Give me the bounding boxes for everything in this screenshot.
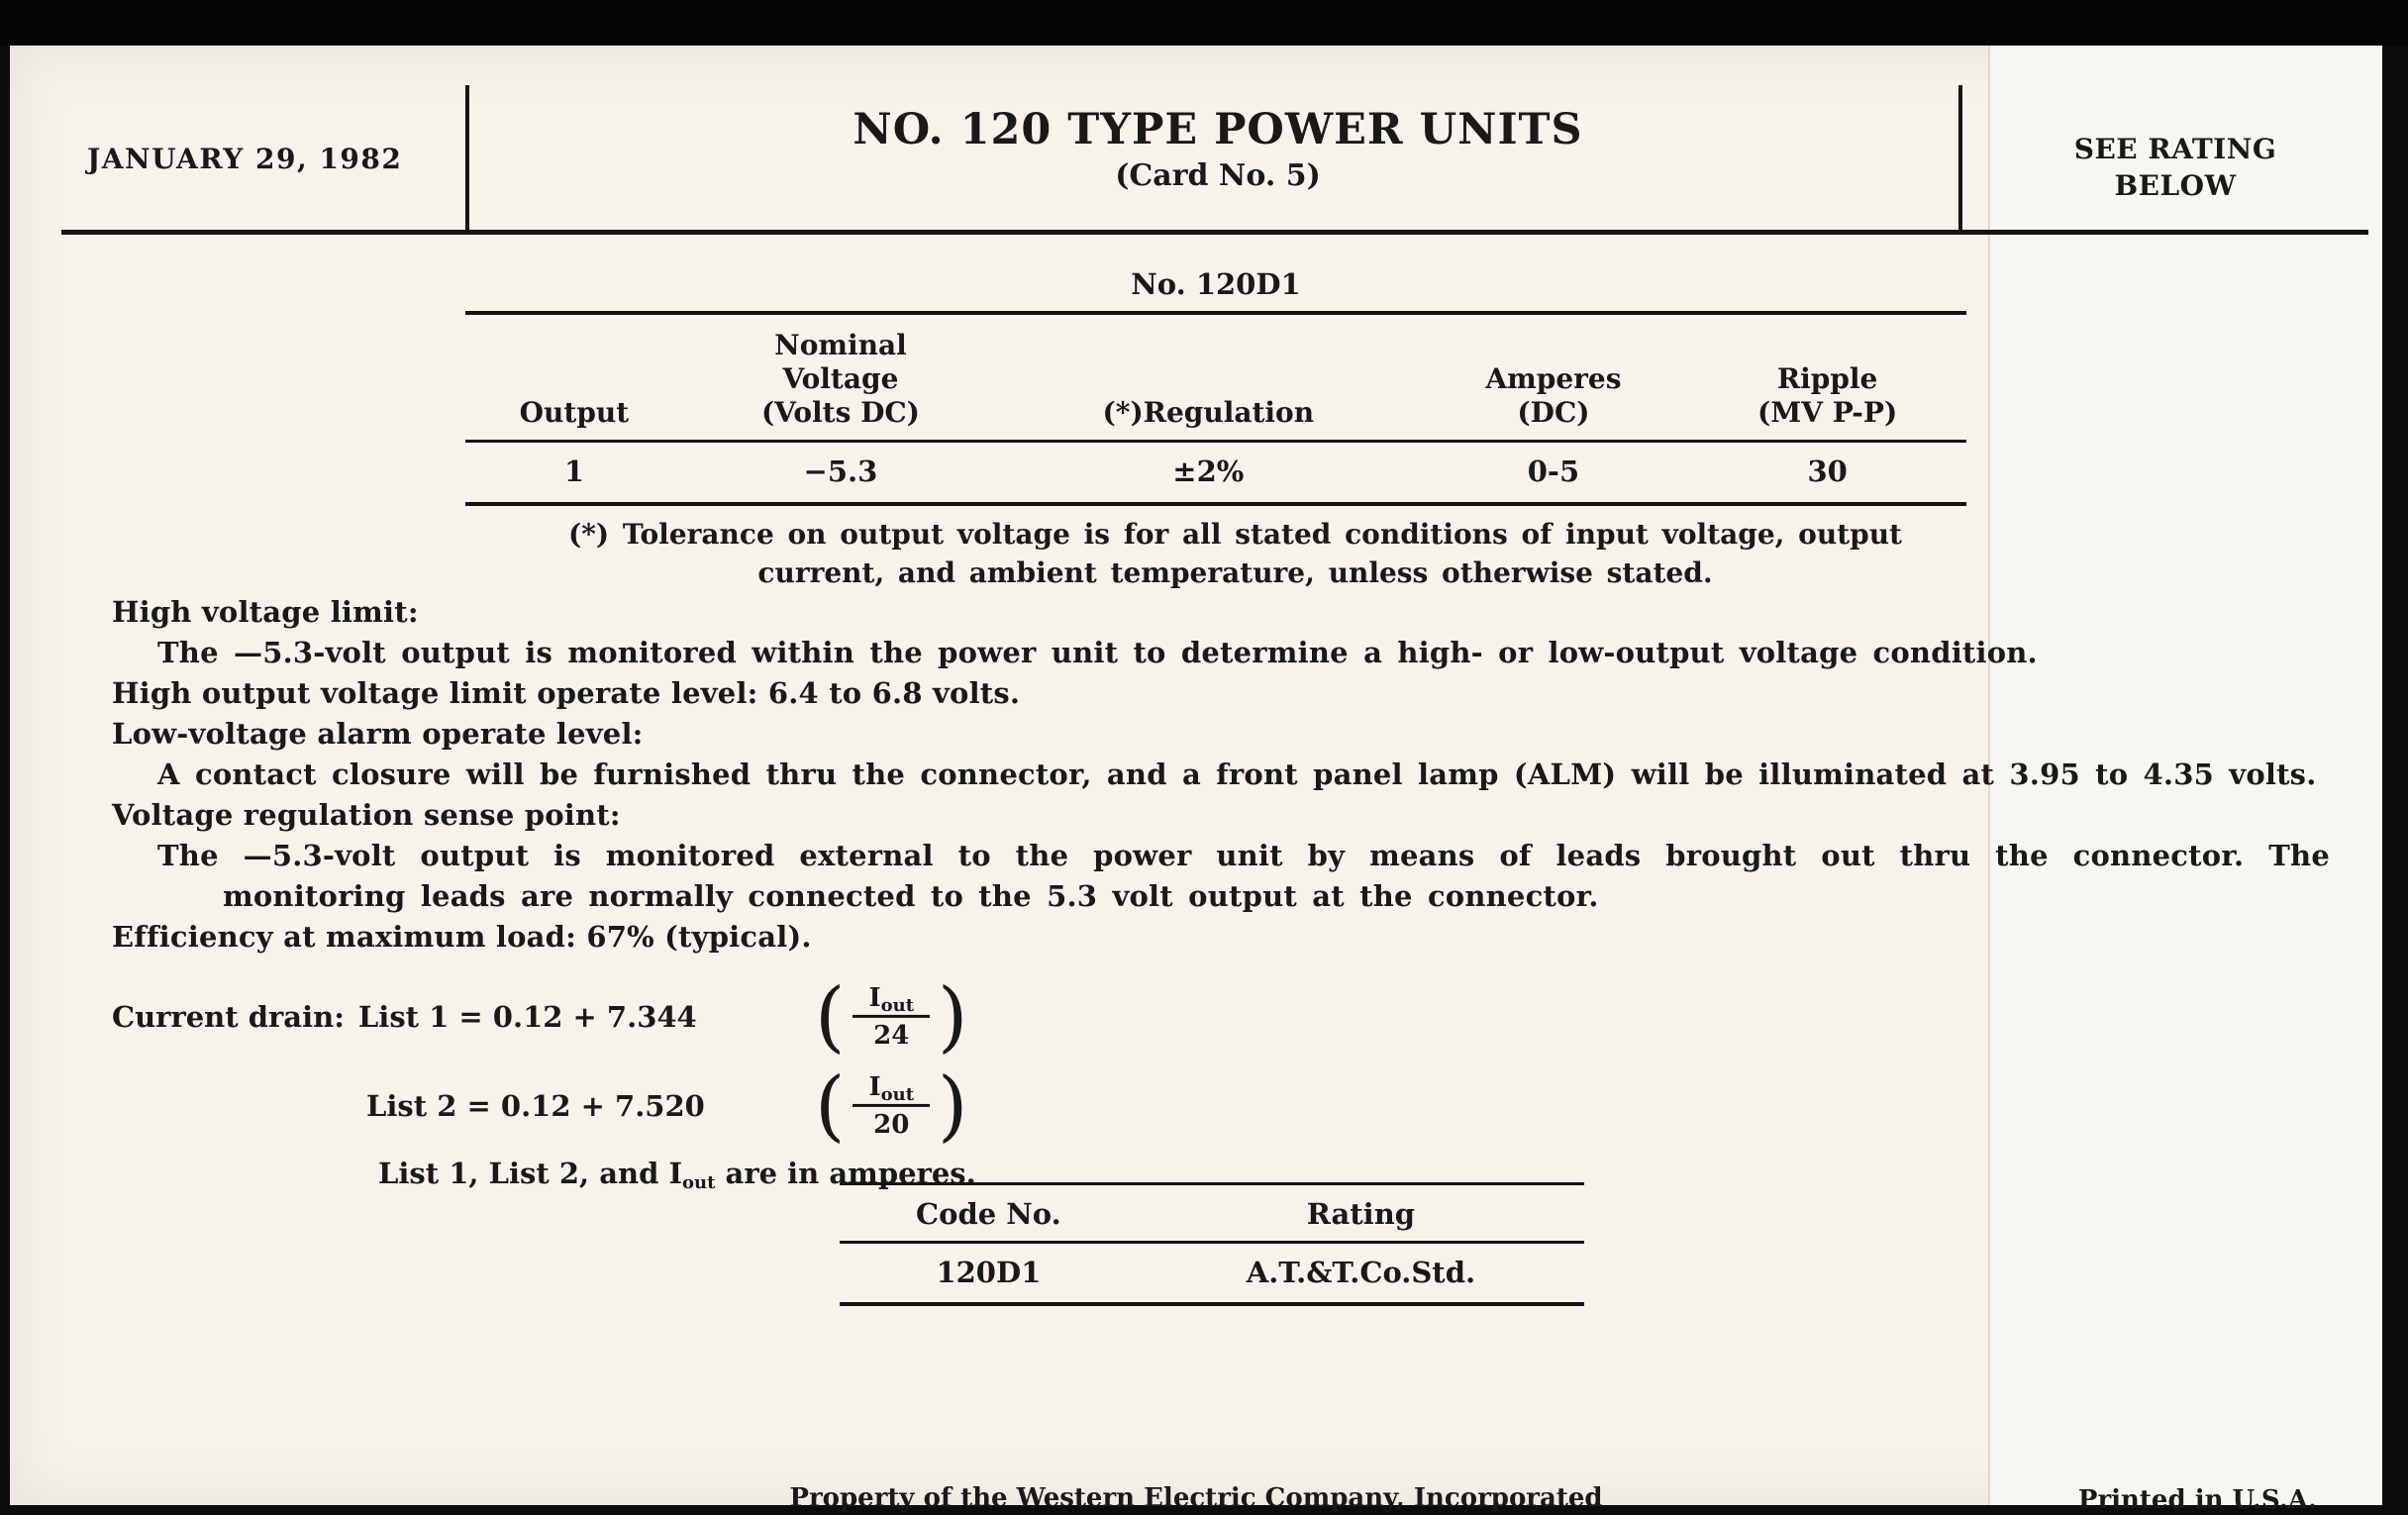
fraction-numerator — [853, 983, 930, 1018]
paragraph-regulation-sense-point: Voltage regulation sense point: — [112, 798, 621, 832]
numerator-subscript: out — [880, 1083, 915, 1105]
fraction-denominator: 24 — [873, 1021, 910, 1051]
document-subtitle: (Card No. 5) — [1115, 158, 1321, 193]
code-col-code-no: Code No. — [840, 1184, 1138, 1243]
fraction-iout-over-20 — [815, 1060, 968, 1151]
numerator-subscript: out — [880, 994, 915, 1016]
paragraph-high-output-operate-level: High output voltage limit operate level: 6.4 to 6.8 volts. — [112, 676, 1021, 710]
paragraph-contact-closure: A contact closure will be furnished thru the connector, and a front panel lamp (ALM) will be illuminated at 3.95 to 4.35 volts. — [157, 758, 2317, 791]
header-title-block — [485, 105, 1951, 193]
code-table — [840, 1182, 1584, 1306]
spec-col-regulation — [998, 313, 1419, 442]
code-cell-code-no: 120D1 — [936, 1256, 1042, 1289]
spec-col-nominal-voltage — [683, 313, 998, 442]
code-table-section — [840, 1182, 1584, 1306]
spec-col-ripple — [1688, 313, 1966, 442]
paragraph-sense-point-detail: The —5.3-volt output is monitored external to the power unit by means of leads brought out thru the connector. The monitoring leads are normally connected to the 5.3 volt output at the connector. — [157, 839, 2330, 913]
col-label: (MV P-P) — [1757, 396, 1898, 429]
header-divider-right — [1958, 85, 1962, 234]
fraction-denominator: 20 — [873, 1110, 910, 1140]
paragraph-low-voltage-alarm: Low-voltage alarm operate level: — [112, 717, 644, 751]
spec-data-row — [465, 442, 1966, 505]
spec-cell-output: 1 — [563, 454, 585, 488]
code-header-row — [840, 1184, 1584, 1243]
fraction — [853, 1072, 930, 1139]
spec-col-amperes — [1419, 313, 1689, 442]
scan-top-edge — [0, 0, 2408, 46]
numerator-base: I — [868, 1071, 881, 1102]
paragraph-efficiency: Efficiency at maximum load: 67% (typical). — [112, 920, 812, 954]
col-label: (DC) — [1517, 396, 1590, 429]
spec-footnote: (*) Tolerance on output voltage is for all stated conditions of input voltage, output current, and ambient temperature, unless otherwise stated. — [568, 518, 1902, 589]
spec-cell-regulation: ±2% — [1172, 454, 1245, 488]
col-label: (*)Regulation — [1102, 396, 1315, 429]
note-subscript: out — [682, 1172, 716, 1193]
col-label: Nominal — [774, 329, 907, 361]
spec-header-row — [465, 313, 1966, 442]
formula-list-2 — [366, 1061, 1399, 1151]
note-text: are in amperes. — [715, 1157, 976, 1190]
header-divider-left — [465, 85, 469, 234]
col-label: Output — [519, 396, 630, 429]
spec-cell-ripple: 30 — [1807, 454, 1848, 488]
code-data-row — [840, 1243, 1584, 1305]
fraction — [853, 983, 930, 1050]
fraction-iout-over-24 — [815, 971, 968, 1061]
document-title: NO. 120 TYPE POWER UNITS — [853, 105, 1583, 154]
spec-table — [465, 311, 1966, 506]
spec-table-section — [465, 267, 1966, 506]
document-page — [10, 46, 2382, 1515]
col-label: Ripple — [1776, 362, 1878, 395]
close-paren: ) — [938, 971, 968, 1061]
code-col-rating: Rating — [1138, 1184, 1584, 1243]
spec-cell-amperes: 0-5 — [1527, 454, 1580, 488]
open-paren: ( — [815, 971, 846, 1061]
close-paren: ) — [938, 1060, 968, 1151]
col-label: Voltage — [782, 362, 899, 395]
spec-col-output — [465, 313, 683, 442]
document-date: JANUARY 29, 1982 — [87, 143, 403, 175]
current-drain-section — [112, 971, 1399, 1193]
fraction-numerator — [853, 1072, 930, 1107]
formula-list1-lhs: List 1 = 0.12 + 7.344 — [357, 1000, 697, 1034]
note-text: List 1, List 2, and I — [378, 1157, 683, 1190]
spec-cell-voltage: −5.3 — [803, 454, 878, 488]
footer-printed-in-usa: Printed in U.S.A. — [2077, 1485, 2317, 1515]
footer-property-line: Property of the Western Electric Company, Incorporated — [789, 1483, 1603, 1513]
current-drain-label: Current drain: — [112, 1000, 345, 1034]
numerator-base: I — [868, 982, 881, 1013]
header-rule — [61, 230, 2368, 235]
rating-note: SEE RATING BELOW — [2073, 133, 2277, 202]
paragraph-high-voltage-limit: High voltage limit: — [112, 595, 419, 629]
paragraph-high-voltage-detail: The —5.3-volt output is monitored within the power unit to determine a high- or low-output voltage condition. — [157, 636, 2038, 669]
open-paren: ( — [815, 1060, 846, 1151]
formula-list-1 — [112, 972, 1399, 1061]
code-cell-rating: A.T.&T.Co.Std. — [1246, 1256, 1476, 1289]
formula-list2-lhs: List 2 = 0.12 + 7.520 — [366, 1089, 705, 1123]
body-text — [112, 592, 2330, 958]
col-label: Amperes — [1485, 362, 1622, 395]
spec-table-title: No. 120D1 — [1131, 267, 1301, 301]
col-label: (Volts DC) — [760, 396, 920, 429]
